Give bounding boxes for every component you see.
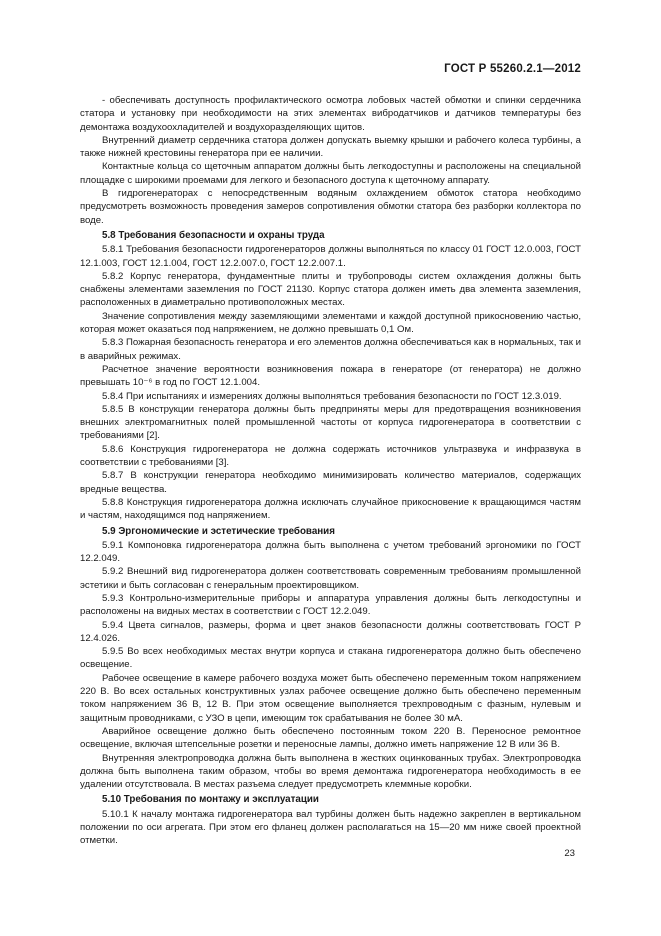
section-heading: 5.8 Требования безопасности и охраны труда (102, 229, 325, 241)
paragraph: 5.9.2 Внешний вид гидрогенератора должен соответствовать современным требованиям промышленной эстетики и быть согласован с генеральным проектировщиком. (80, 566, 581, 591)
paragraph: 5.8.1 Требования безопасности гидрогенераторов должны выполняться по классу 01 ГОСТ 12.0.003, ГОСТ 12.1.003, ГОСТ 12.1.004, ГОСТ 12.2.007.0, ГОСТ 12.2.007.1. (80, 244, 581, 269)
paragraph: 5.8.3 Пожарная безопасность генератора и его элементов должна обеспечиваться как в нормальных, так и в аварийных режимах. (80, 337, 581, 362)
paragraph: 5.9.1 Компоновка гидрогенератора должна быть выполнена с учетом требований эргономики по ГОСТ 12.2.049. (80, 539, 581, 565)
paragraph: 5.9.5 Во всех необходимых местах внутри корпуса и стакана гидрогенератора должно быть обеспечено освещение. (80, 646, 581, 671)
paragraph: Внутренняя электропроводка должна быть выполнена в жестких оцинкованных трубах. Электропроводка должна быть выполнена таким образом, чтобы во время демонтажа гидрогенератора необходимость в ее удалении отсутствовала. В местах разъема следует предусмотреть клеммные коробки. (80, 752, 581, 791)
page-number: 23 (564, 848, 575, 859)
paragraph: Значение сопротивления между заземляющими элементами и каждой доступной прикосновению частью, которая может оказаться под напряжением, не должно превышать 0,1 Ом. (80, 310, 581, 336)
paragraph: Расчетное значение вероятности возникновения пожара в генераторе (от генератора) не должно превышать 10⁻⁶ в год по ГОСТ 12.1.004. (80, 363, 581, 389)
paragraph: 5.8.2 Корпус генератора, фундаментные плиты и трубопроводы систем охлаждения должны быть снабжены элементами заземления по ГОСТ 21130. Корпус статора должен иметь два элемента заземления, расположенных в диаметрально противоположных местах. (80, 270, 581, 309)
paragraph: 5.8.6 Конструкция гидрогенератора не должна содержать источников ультразвука и инфразвука в соответствии с требованиями [3]. (80, 443, 581, 469)
paragraph: Рабочее освещение в камере рабочего воздуха может быть обеспечено переменным током напряжением 220 В. Во всех остальных конструктивных узлах рабочее освещение должно быть обеспечено переменным током напряжением 36 В, 12 В. При этом освещение выполняется трехпроводным с фазным, нулевым и защитным проводниками, с УЗО в цепи, имеющим ток срабатывания не более 30 мА. (80, 672, 581, 724)
paragraph: 5.8.5 В конструкции генератора должны быть предприняты меры для предотвращения возникновения внешних электромагнитных полей промышленной частоты от корпуса гидрогенератора в соответствии с требованиями [2]. (80, 403, 581, 442)
paragraph: 5.8.7 В конструкции генератора необходимо минимизировать количество материалов, содержащих вредные вещества. (80, 470, 581, 495)
paragraph: Контактные кольца со щеточным аппаратом должны быть легкодоступны и расположены на специальной площадке с широкими проемами для легкого и безопасного доступа к щеточному аппарату. (80, 161, 581, 186)
paragraph: 5.8.4 При испытаниях и измерениях должны выполняться требования безопасности по ГОСТ 12.3.019. (102, 390, 562, 402)
paragraph: - обеспечивать доступность профилактического осмотра лобовых частей обмотки и спинки сердечника статора и установку при необходимости на этих элементах вибродатчиков и датчиков температуры без демонтажа воздухоохладителей и воздухоразделяющих щитов. (80, 95, 581, 133)
paragraph: 5.9.3 Контрольно-измерительные приборы и аппаратура управления должны быть легкодоступны и расположены на видных местах в соответствии с ГОСТ 12.2.049. (80, 592, 581, 618)
document-number-header: ГОСТ Р 55260.2.1—2012 (444, 63, 581, 75)
paragraph: 5.9.4 Цвета сигналов, размеры, форма и цвет знаков безопасности должны соответствовать ГОСТ Р 12.4.026. (80, 619, 581, 644)
section-heading: 5.9 Эргономические и эстетические требования (102, 525, 335, 537)
document-body (80, 94, 581, 848)
section-heading: 5.10 Требования по монтажу и эксплуатации (102, 794, 319, 806)
paragraph: 5.8.8 Конструкция гидрогенератора должна исключать случайное прикосновение к вращающимся частям и частям, находящимся под напряжением. (80, 496, 581, 522)
paragraph: Внутренний диаметр сердечника статора должен допускать выемку крышки и рабочего колеса турбины, а также нижней крестовины генератора при ее наличии. (80, 134, 581, 160)
paragraph: В гидрогенераторах с непосредственным водяным охлаждением обмоток статора необходимо предусмотреть возможность проведения замеров сопротивления обмотки статора без разборки коллектора по воде. (80, 188, 581, 226)
paragraph: Аварийное освещение должно быть обеспечено постоянным током 220 В. Переносное ремонтное освещение, включая штепсельные розетки и переносные лампы, должно иметь напряжение 12 В или 36 В. (80, 725, 581, 751)
paragraph: 5.10.1 К началу монтажа гидрогенератора вал турбины должен быть надежно закреплен в вертикальном положении по оси агрегата. При этом его фланец должен располагаться на 15—20 мм ниже своей проектной отметки. (80, 808, 581, 847)
